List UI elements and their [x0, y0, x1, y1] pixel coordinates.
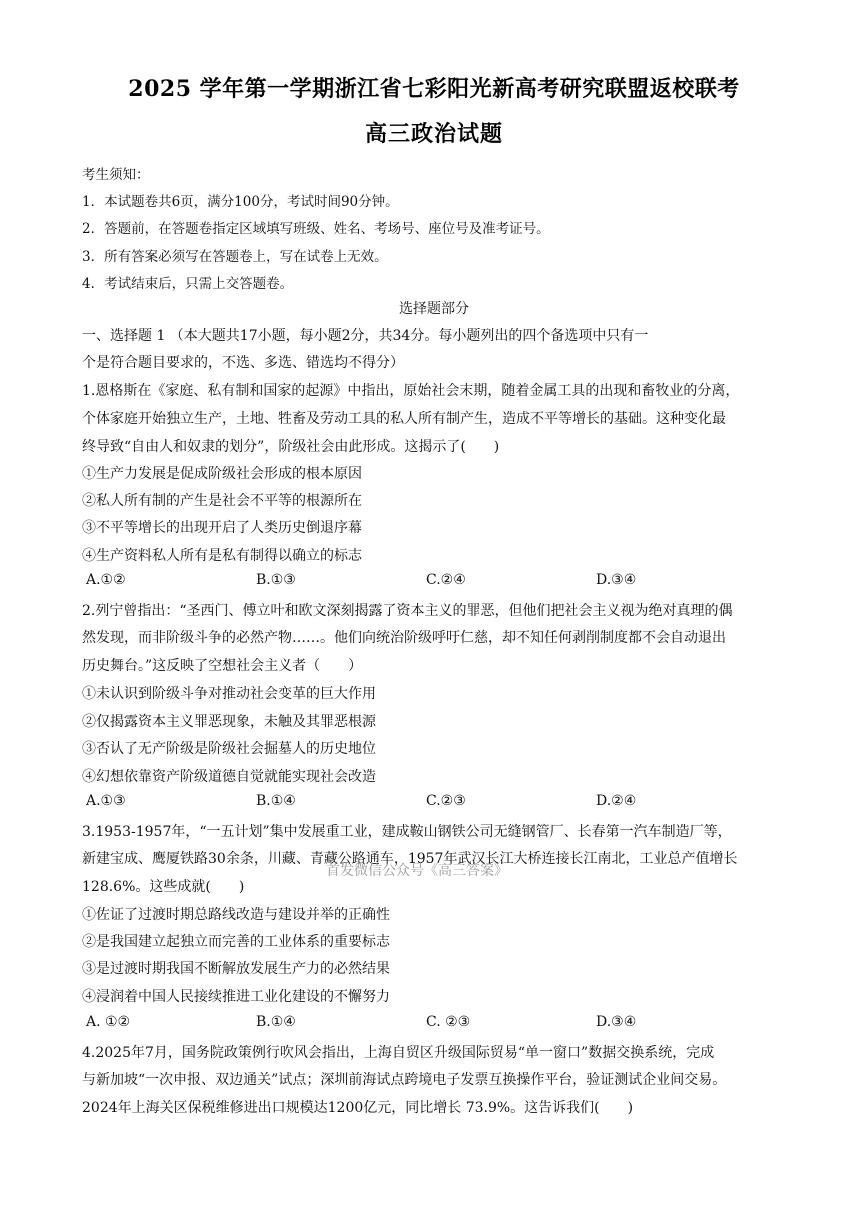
question-2-option-d: D.②④	[596, 793, 637, 809]
notice-heading: 考生须知：	[82, 167, 150, 183]
question-2-option-c: C.②③	[426, 793, 466, 809]
question-1-line: 终导致“自由人和奴隶的划分”，阶级社会由此形成。这揭示了( )	[82, 439, 500, 455]
notice-item: 2．答题前，在答题卷指定区域填写班级、姓名、考场号、座位号及准考证号。	[82, 221, 550, 237]
question-3-option-d: D.③④	[596, 1014, 637, 1030]
question-2-statement: ④幻想依靠资产阶级道德自觉就能实现社会改造	[82, 769, 376, 785]
question-4-line: 4.2025年7月，国务院政策例行吹风会指出，上海自贸区升级国际贸易“单一窗口”数据交换系统，完成	[82, 1045, 715, 1061]
question-4-line: 2024年上海关区保税维修进出口规模达1200亿元，同比增长 73.9%。这告诉我们( )	[82, 1100, 634, 1116]
question-3-line: 128.6%。这些成就( )	[82, 879, 245, 895]
question-1-statement: ④生产资料私人所有是私有制得以确立的标志	[82, 548, 362, 564]
notice-item: 3．所有答案必须写在答题卷上，写在试卷上无效。	[82, 249, 388, 265]
question-3-option-b: B.①④	[256, 1014, 296, 1030]
question-3-statement: ③是过渡时期我国不断解放发展生产力的必然结果	[82, 961, 390, 977]
question-3-statement: ①佐证了过渡时期总路线改造与建设并举的正确性	[82, 907, 390, 923]
question-2-statement: ③否认了无产阶级是阶级社会掘墓人的历史地位	[82, 741, 376, 757]
question-2-statement: ①未认识到阶级斗争对推动社会变革的巨大作用	[82, 686, 376, 702]
question-1-statement: ③不平等增长的出现开启了人类历史倒退序幕	[82, 520, 362, 536]
question-1-option-d: D.③④	[596, 572, 637, 588]
question-2-line: 然发现，而非阶级斗争的必然产物……。他们向统治阶级呼吁仁慈，却不知任何剥削制度都不会自动退出	[82, 630, 726, 646]
question-3-option-a: A. ①②	[86, 1014, 131, 1030]
question-1-option-c: C.②④	[426, 572, 466, 588]
question-2-line: 历史舞台。”这反映了空想社会主义者（ ）	[82, 658, 363, 674]
question-3-line: 新建宝成、鹰厦铁路30余条，川藏、青藏公路通车，1957年武汉长江大桥连接长江南北，工业总产值增长	[82, 851, 738, 867]
question-1-line: 个体家庭开始独立生产，土地、牲畜及劳动工具的私人所有制产生，造成不平等增长的基础。这种变化最	[82, 411, 726, 427]
question-3-statement: ④浸润着中国人民接续推进工业化建设的不懈努力	[82, 989, 390, 1005]
exam-title: 2025 学年第一学期浙江省七彩阳光新高考研究联盟返校联考	[128, 76, 740, 102]
question-1-statement: ①生产力发展是促成阶级社会形成的根本原因	[82, 466, 362, 482]
section-intro: 一、选择题 1 （本大题共17小题，每小题2分，共34分。每小题列出的四个备选项中只有一	[82, 328, 649, 344]
question-3-option-c: C. ②③	[426, 1014, 471, 1030]
section-intro: 个是符合题目要求的，不选、多选、错选均不得分）	[82, 355, 404, 371]
notice-item: 1．本试题卷共6页，满分100分，考试时间90分钟。	[82, 194, 399, 210]
watermark-text: 首发微信公众号《高三答案》	[326, 863, 508, 879]
question-1-option-a: A.①②	[86, 572, 126, 588]
question-1-option-b: B.①③	[256, 572, 296, 588]
question-2-line: 2.列宁曾指出：“圣西门、傅立叶和欧文深刻揭露了资本主义的罪恶，但他们把社会主义视为绝对真理的偶	[82, 603, 733, 619]
notice-item: 4．考试结束后，只需上交答题卷。	[82, 276, 294, 292]
question-2-option-b: B.①④	[256, 793, 296, 809]
question-3-line: 3.1953-1957年，“一五计划”集中发展重工业，建成鞍山钢铁公司无缝钢管厂、长春第一汽车制造厂等，	[82, 824, 732, 840]
question-2-statement: ②仅揭露资本主义罪恶现象，未触及其罪恶根源	[82, 714, 376, 730]
exam-subtitle: 高三政治试题	[364, 121, 503, 147]
question-1-line: 1.恩格斯在《家庭、私有制和国家的起源》中指出，原始社会末期，随着金属工具的出现和畜牧业的分离，	[82, 383, 740, 399]
section-title: 选择题部分	[399, 301, 469, 317]
question-4-line: 与新加坡“一次申报、双边通关”试点；深圳前海试点跨境电子发票互换操作平台，验证测试企业间交易。	[82, 1072, 727, 1088]
question-3-statement: ②是我国建立起独立而完善的工业体系的重要标志	[82, 934, 390, 950]
question-1-statement: ②私人所有制的产生是社会不平等的根源所在	[82, 493, 362, 509]
question-2-option-a: A.①③	[86, 793, 126, 809]
